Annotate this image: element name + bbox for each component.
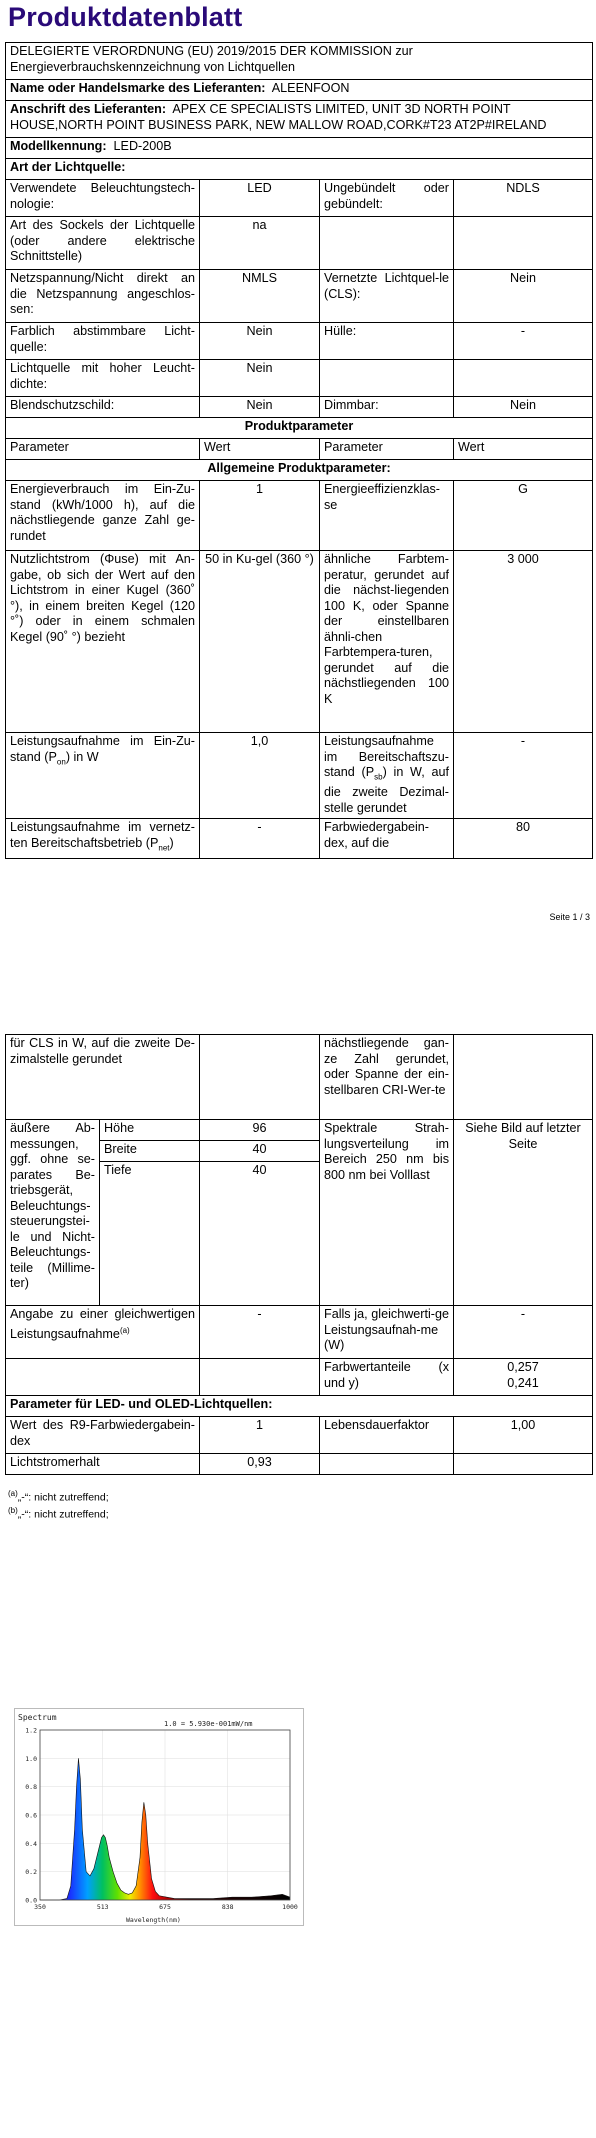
width-label: Breite: [100, 1141, 200, 1162]
cri-label: Farbwiedergabein-dex, auf die: [320, 819, 454, 859]
spectrum-chart: [14, 1708, 304, 1931]
supplier-row: [6, 80, 593, 101]
col-header-value: Wert: [200, 439, 320, 460]
cap-type-label: Art des Sockels der Lichtquelle (oder andere elektrische Schnittstelle): [6, 217, 200, 270]
empty-cell: [320, 360, 454, 397]
y-tick-label: 0.0: [25, 1896, 37, 1905]
depth-value: 40: [200, 1162, 320, 1306]
light-source-row-6: [6, 397, 593, 418]
networked-standby-label-cont: für CLS in W, auf die zweite De-zimalstelle gerundet: [6, 1035, 200, 1120]
x-tick-label: 675: [159, 1903, 171, 1911]
footnote-a: $^{(a)}$„-“: nicht zutreffend;: [8, 1489, 109, 1504]
spectral-distribution-value: Siehe Bild auf letzter Seite: [454, 1120, 593, 1306]
col-header-value: Wert: [454, 439, 593, 460]
tunable-value: Nein: [200, 323, 320, 360]
address-value: APEX CE SPECIALISTS LIMITED, UNIT 3D NORTH POINT HOUSE,NORTH POINT BUSINESS PARK, NEW MALLOW ROAD,CORK#T23 AT2P#IRELAND: [10, 102, 547, 132]
regulation-text: DELEGIERTE VERORDNUNG (EU) 2019/2015 DER KOMMISSION zur Energieverbrauchskennzeichnung von Lichtquellen: [6, 43, 593, 80]
mains-label: Netzspannung/Nicht direkt an die Netzspannung angeschlos-sen:: [6, 270, 200, 323]
datasheet-table-2: [5, 1034, 593, 1475]
chart-title: Spectrum: [18, 1713, 57, 1722]
empty-cell: [454, 1035, 593, 1120]
energy-class-label: Energieeffizienzklas-se: [320, 481, 454, 551]
chart-frame: [15, 1709, 304, 1926]
column-header-row: [6, 439, 593, 460]
y-tick-label: 0.6: [25, 1811, 37, 1820]
light-source-row-3: [6, 270, 593, 323]
energy-consumption-value: 1: [200, 481, 320, 551]
cls-value: Nein: [454, 270, 593, 323]
light-source-row-4: [6, 323, 593, 360]
x-tick-label: 350: [34, 1903, 46, 1911]
spectral-distribution-label: Spektrale Strah-lungsverteilung im Bereich 250 nm bis 800 nm bei Volllast: [320, 1120, 454, 1306]
light-source-row-5: [6, 360, 593, 397]
cct-label: ähnliche Farbtem-peratur, gerundet auf die nächst-liegenden 100 K, oder Spanne der einstellbaren ähnli-chen Farbtempera-turen, gerundet auf die nächstliegenden 100 K: [320, 551, 454, 733]
empty-cell: [454, 217, 593, 270]
light-source-header: Art der Lichtquelle:: [6, 159, 593, 180]
height-label: Höhe: [100, 1120, 200, 1141]
supplier-value: ALEENFOON: [271, 81, 350, 95]
high-luminance-value: Nein: [200, 360, 320, 397]
empty-cell: [320, 1454, 454, 1475]
mains-value: NMLS: [200, 270, 320, 323]
general-params-header: Allgemeine Produktparameter:: [6, 460, 593, 481]
r9-row: [6, 1417, 593, 1454]
page-2: [0, 1020, 596, 2138]
high-luminance-label: Lichtquelle mit hoher Leucht-dichte:: [6, 360, 200, 397]
lumen-maintenance-label: Lichtstromerhalt: [6, 1454, 200, 1475]
page-1: [0, 0, 596, 936]
footnote-b: $^{(b)}$„-“: nicht zutreffend;: [8, 1506, 109, 1521]
light-source-header-row: [6, 159, 593, 180]
energy-row: [6, 481, 593, 551]
empty-cell: [6, 1359, 200, 1396]
depth-label: Tiefe: [100, 1162, 200, 1306]
supplier-label: Name oder Handelsmarke des Lieferanten:: [10, 81, 266, 95]
cri-value: 80: [454, 819, 593, 859]
anti-glare-value: Nein: [200, 397, 320, 418]
on-mode-power-label: Leistungsaufnahme im Ein-Zu-stand $(P_{on})$ in W: [6, 733, 200, 819]
anti-glare-label: Blendschutzschild:: [6, 397, 200, 418]
envelope-label: Hülle:: [320, 323, 454, 360]
networked-standby-value: -: [200, 819, 320, 859]
x-axis-label: Wavelength(nm): [126, 1916, 181, 1924]
chromaticity-label: Farbwertanteile (x und y): [320, 1359, 454, 1396]
cct-value: 3 000: [454, 551, 593, 733]
survival-factor-value: 1,00: [454, 1417, 593, 1454]
empty-cell: [200, 1035, 320, 1120]
r9-value: 1: [200, 1417, 320, 1454]
networked-standby-label: Leistungsaufnahme im vernetz-ten Bereitschaftsbetrieb $(P_{net})$: [6, 819, 200, 859]
directional-label: Ungebündelt oder gebündelt:: [320, 180, 454, 217]
chromaticity-y: 0,241: [507, 1375, 539, 1390]
tunable-label: Farblich abstimmbare Licht-quelle:: [6, 323, 200, 360]
energy-class-value: G: [454, 481, 593, 551]
light-source-row-2: [6, 217, 593, 270]
cap-type-value: na: [200, 217, 320, 270]
product-params-header-row: [6, 418, 593, 439]
on-mode-power-value: 1,0: [200, 733, 320, 819]
spectrum-svg: [14, 1708, 304, 1926]
chromaticity-value: [454, 1359, 593, 1396]
x-tick-label: 513: [96, 1903, 109, 1911]
pnet-row-part-2: [6, 1035, 593, 1120]
product-params-header: Produktparameter: [6, 418, 593, 439]
y-tick-label: 0.8: [25, 1783, 37, 1792]
standby-power-value: -: [454, 733, 593, 819]
led-params-header: Parameter für LED- und OLED-Lichtquellen:: [6, 1396, 593, 1417]
model-row: [6, 138, 593, 159]
dimmable-value: Nein: [454, 397, 593, 418]
address-row: [6, 101, 593, 138]
energy-consumption-label: Energieverbrauch im Ein-Zu-stand (kWh/1000 h), auf die nächstliegende ganze Zahl ge-rundet: [6, 481, 200, 551]
page-number: Seite 1 / 3: [549, 912, 590, 922]
chart-legend: 1.0 = 5.930e-001mW/nm: [164, 1720, 253, 1728]
useful-flux-label: Nutzlichtstrom (Φuse) mit An-gabe, ob sich der Wert auf den Lichtstrom in einer Kugel (360˚ °), in einem breiten Kegel (120 °˚) oder in einem schmalen Kegel (90˚ °) bezieht: [6, 551, 200, 733]
col-header-parameter: Parameter: [320, 439, 454, 460]
regulation-row: [6, 43, 593, 80]
survival-factor-label: Lebensdauerfaktor: [320, 1417, 454, 1454]
chromaticity-row: [6, 1359, 593, 1396]
equivalent-power-label: Angabe zu einer gleichwertigen Leistungsaufnahme$^{(a)}$: [6, 1306, 200, 1359]
equivalent-power-w-value: -: [454, 1306, 593, 1359]
chromaticity-x: 0,257: [507, 1360, 539, 1374]
y-tick-label: 0.2: [25, 1868, 37, 1877]
light-source-row-1: [6, 180, 593, 217]
dimmable-label: Dimmbar:: [320, 397, 454, 418]
cls-label: Vernetzte Lichtquel-le (CLS):: [320, 270, 454, 323]
col-header-parameter: Parameter: [6, 439, 200, 460]
height-value: 96: [200, 1120, 320, 1141]
pnet-row-part-1: [6, 819, 593, 859]
document-title: Produktdatenblatt: [8, 2, 243, 32]
width-value: 40: [200, 1141, 320, 1162]
x-tick-label: 838: [221, 1903, 234, 1911]
address-label: Anschrift des Lieferanten:: [10, 102, 167, 116]
empty-cell: [454, 360, 593, 397]
model-value: LED-200B: [113, 139, 172, 153]
useful-flux-value: 50 in Ku-gel (360 °): [200, 551, 320, 733]
cri-label-cont: nächstliegende gan-ze Zahl gerundet, oder Spanne der ein-stellbaren CRI-Wer-te: [320, 1035, 454, 1120]
technology-value: LED: [200, 180, 320, 217]
empty-cell: [200, 1359, 320, 1396]
general-params-header-row: [6, 460, 593, 481]
model-label: Modellkennung:: [10, 139, 107, 153]
equivalent-power-value: -: [200, 1306, 320, 1359]
y-tick-label: 1.2: [25, 1726, 37, 1735]
lumen-maintenance-value: 0,93: [200, 1454, 320, 1475]
dimensions-label: äußere Ab-messungen, ggf. ohne se-parates Be-triebsgerät, Beleuchtungs-steuerungstei-le und Nicht-Beleuchtungs-teile (Millime-ter): [6, 1120, 100, 1306]
equivalent-power-row: [6, 1306, 593, 1359]
r9-label: Wert des R9-Farbwiedergabein-dex: [6, 1417, 200, 1454]
standby-power-label: Leistungsaufnahme im Bereitschaftszu-stand $(P_{sb})$ in W, auf die zweite Dezimal-stelle gerundet: [320, 733, 454, 819]
lumen-maintenance-row: [6, 1454, 593, 1475]
pon-row: [6, 733, 593, 819]
equivalent-power-w-label: Falls ja, gleichwerti-ge Leistungsaufnah-me (W): [320, 1306, 454, 1359]
technology-label: Verwendete Beleuchtungstech-nologie:: [6, 180, 200, 217]
flux-row: [6, 551, 593, 733]
x-tick-label: 1000: [282, 1903, 298, 1911]
led-params-header-row: [6, 1396, 593, 1417]
empty-cell: [454, 1454, 593, 1475]
dimensions-row-height: [6, 1120, 593, 1141]
directional-value: NDLS: [454, 180, 593, 217]
datasheet-table-1: [5, 42, 593, 859]
y-tick-label: 0.4: [25, 1839, 37, 1848]
envelope-value: -: [454, 323, 593, 360]
y-tick-label: 1.0: [25, 1754, 37, 1763]
empty-cell: [320, 217, 454, 270]
